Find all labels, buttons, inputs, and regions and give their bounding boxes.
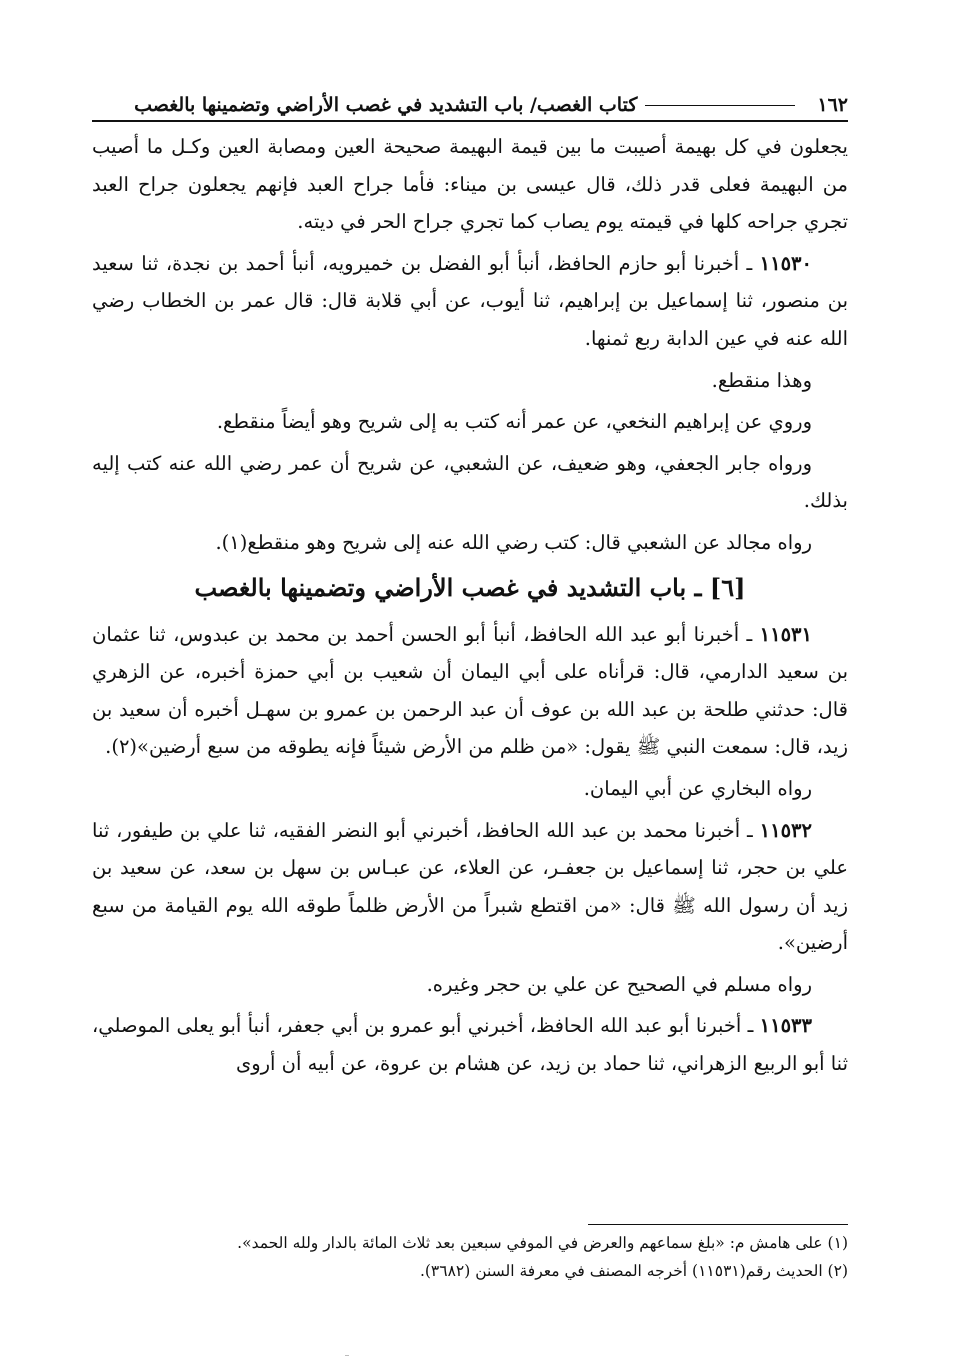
footnote-2: (٢) الحديث رقم(١١٥٣١) أخرجه المصنف في معرفة السنن (٣٦٨٢). <box>419 1262 848 1280</box>
hadith-number: ١١٥٣٣ <box>759 1014 812 1038</box>
hadith-text: ـ أخبرنا أبو حازم الحافظ، أنبأ أبو الفضل بن خميرويه، أنبأ أحمد بن نجدة، ثنا سعيد بن منصور، ثنا إسماعيل بن إبراهيم، ثنا أيوب، عن أبي قلابة قال: قال عمر بن الخطاب رضي الله عنه في عين الدابة ربع ثمنها. <box>92 251 848 350</box>
body-text <box>92 128 848 1083</box>
hadith-paragraph <box>92 1007 848 1082</box>
hadith-paragraph <box>92 616 848 766</box>
hadith-number: ١١٥٣٠ <box>759 251 812 275</box>
paragraph: يجعلون في كل بهيمة أصيبت ما بين قيمة البهيمة صحيحة العين ومصابة العين وكـل ما أصيب من البهيمة فعلى قدر ذلك، قال عيسى بن ميناء: فأما جراح العبد فإنهم يجعلون جراح العبد تجري جراحه كلها في قيمته يوم يصاب كما تجري جراح الحر في ديته. <box>92 135 848 234</box>
footnotes <box>92 1224 848 1285</box>
section-heading: [٦] ـ باب التشديد في غصب الأراضي وتضمينها بالغصب <box>194 572 746 602</box>
paragraph: وروي عن إبراهيم النخعي، عن عمر أنه كتب به إلى شريح وهو أيضاً منقطع. <box>216 410 812 434</box>
hadith-text: ـ أخبرنا محمد بن عبد الله الحافظ، أخبرني أبو النضر الفقيه، ثنا علي بن طيفور، ثنا علي بن حجر، ثنا إسماعيل بن جعفـر، عن العلاء، عن عبـاس بن سهل بن سعد، عن سعيد بن زيد أن رسول الله ﷺ قال: «من اقتطع شبراً من الأرض ظلماً طوقه الله يوم القيامة من سبع أرضين». <box>92 818 848 955</box>
hadith-paragraph <box>92 812 848 962</box>
hadith-number: ١١٥٣١ <box>759 622 812 646</box>
footnote-1: (١) على هامش م: «بلغ سماعهم والعرض في الموفي سبعين بعد ثلاث المائة بالدار ولله الحمد». <box>237 1234 848 1252</box>
page-number: ١٦٢ <box>817 94 848 116</box>
paragraph: ورواه جابر الجعفي، وهو ضعيف، عن الشعبي، عن شريح أن عمر رضي الله عنه كتب إليه بذلك. <box>92 451 848 513</box>
paragraph: رواه البخاري عن أبي اليمان. <box>583 776 812 800</box>
page <box>92 82 848 1087</box>
hadith-text: ـ أخبرنا أبو عبد الله الحافظ، أخبرني أبو عمرو بن أبي جعفر، أنبأ أبو يعلى الموصلي، ثنا أبو الربيع الزهراني، ثنا حماد بن زيد، عن هشام بن عروة، عن أبيه أن أروى <box>92 1014 848 1076</box>
header-rule <box>645 105 795 106</box>
hadith-number: ١١٥٣٢ <box>759 818 812 842</box>
paragraph: رواه مسلم في الصحيح عن علي بن حجر وغيره. <box>426 972 812 996</box>
running-title: كتاب الغصب/ باب التشديد في غصب الأراضي وتضمينها بالغصب <box>134 94 638 116</box>
scan-mark <box>345 1355 349 1356</box>
running-header <box>92 82 848 122</box>
paragraph: رواه مجالد عن الشعبي قال: كتب رضي الله عنه إلى شريح وهو منقطع(١). <box>215 530 812 554</box>
hadith-text: ـ أخبرنا أبو عبد الله الحافظ، أنبأ أبو الحسن أحمد بن محمد بن عبدوس، ثنا عثمان بن سعيد الدارمي، قال: قرأناه على أبي اليمان أن شعيب بن أبي حمزة أخبره، عن الزهري قال: حدثني طلحة بن عبد الله بن عوف أن عبد الرحمن بن عمرو بن سهـل أخبره أن سعيد بن زيد، قال: سمعت النبي ﷺ يقول: «من ظلم من الأرض شيئاً فإنه يطوقه من سبع أرضين»(٢). <box>92 622 848 759</box>
footnote-rule <box>588 1224 848 1225</box>
hadith-paragraph <box>92 245 848 358</box>
paragraph: وهذا منقطع. <box>711 368 812 392</box>
